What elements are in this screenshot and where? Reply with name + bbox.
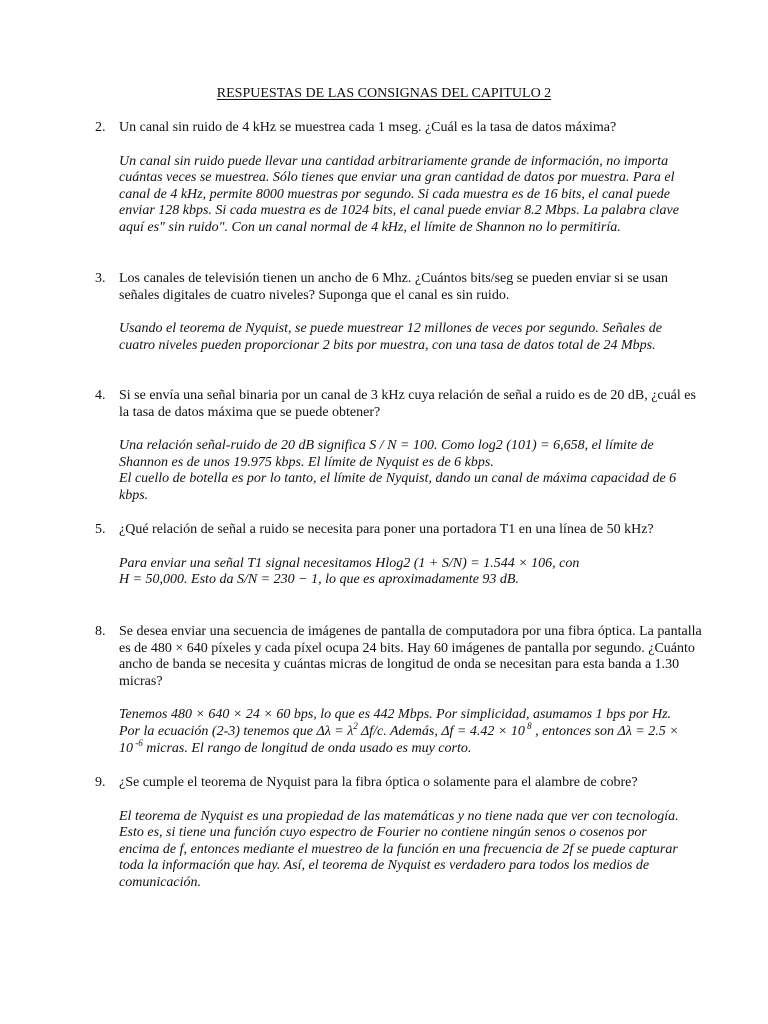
qa-item-5: [95, 522, 705, 589]
answer-line: Una relación señal-ruido de 20 dB significa S / N = 100. Como log2 (101) = 6,658, el límite de Shannon es de unos 19.975 kbps. El límite de Nyquist es de 6 kbps.: [119, 438, 654, 470]
page-title: RESPUESTAS DE LAS CONSIGNAS DEL CAPITULO 2: [216, 86, 552, 101]
question-text: Los canales de televisión tienen un ancho de 6 Mhz. ¿Cuántos bits/seg se pueden enviar si se usan señales digitales de cuatro niveles? Suponga que el canal es sin ruido.: [119, 271, 668, 303]
qa-item-8: [95, 624, 705, 757]
qa-item-3: [95, 271, 705, 354]
question-text: Si se envía una señal binaria por un canal de 3 kHz cuya relación de señal a ruido es de 20 dB, ¿cuál es la tasa de datos máxima que se puede obtener?: [119, 388, 696, 420]
question-number: 8.: [95, 624, 106, 639]
question-text: ¿Qué relación de señal a ruido se necesita para poner una portadora T1 en una línea de 50 kHz?: [119, 522, 654, 537]
answer-5: [95, 556, 705, 589]
answer-text: , entonces son Δλ = 2.5 × 10: [119, 723, 679, 756]
question-number: 9.: [95, 775, 106, 790]
question-4: [95, 388, 705, 421]
answer-4: [95, 438, 705, 504]
answer-2: Un canal sin ruido puede llevar una cantidad arbitrariamente grande de información, no importa cuántas veces se muestrea. Sólo tienes que enviar una gran cantidad de datos por muestra. Para el canal de 4 kHz, permite 8000 muestras por segundo. Si cada muestra es de 16 bits, el canal puede enviar 128 kbps. Si cada muestra es de 1024 bits, el canal puede enviar 8.2 Mbps. La palabra clave aquí es" sin ruido". Con un canal normal de 4 kHz, el límite de Shannon no lo permitiría.: [119, 153, 679, 235]
question-8: [95, 624, 705, 690]
superscript: 8: [524, 720, 532, 731]
answer-text: micras. El rango de longitud de onda usado es muy corto.: [142, 740, 472, 756]
question-5: [95, 522, 705, 539]
answer-9: El teorema de Nyquist es una propiedad de las matemáticas y no tiene nada que ver con tecnología. Esto es, si tiene una función cuyo espectro de Fourier no contiene ningún senos o cosenos por encima de f, entonces mediante el muestreo de la función en una frecuencia de 2f se puede capturar toda la información que hay. Así, el teorema de Nyquist es verdadero para todos los medios de comunicación.: [119, 808, 679, 890]
qa-item-9: [95, 775, 705, 892]
question-number: 2.: [95, 120, 106, 135]
question-number: 5.: [95, 522, 106, 537]
superscript: 2: [353, 720, 358, 731]
question-3: [95, 271, 705, 304]
answer-8: [95, 707, 705, 757]
question-2: [95, 120, 705, 137]
question-text: Se desea enviar una secuencia de imágenes de pantalla de computadora por una fibra óptica. La pantalla es de 480 × 640 píxeles y cada píxel ocupa 24 bits. Hay 60 imágenes de pantalla por segundo. ¿Cuánto ancho de banda se necesita y cuántas micras de longitud de onda se necesitan para esta banda a 1.30 micras?: [119, 624, 702, 689]
answer-text: Tenemos 480 × 640 × 24 × 60 bps, lo que es 442 Mbps. Por simplicidad, asumamos 1 bps por Hz. Por la ecuación (2-3) tenemos que Δλ = λ: [119, 707, 672, 739]
question-text: Un canal sin ruido de 4 kHz se muestrea cada 1 mseg. ¿Cuál es la tasa de datos máxima?: [119, 120, 617, 135]
qa-item-2: [95, 120, 705, 237]
question-number: 3.: [95, 271, 106, 286]
answer-line: El cuello de botella es por lo tanto, el límite de Nyquist, dando un canal de máxima capacidad de 6 kbps.: [119, 471, 677, 503]
qa-item-4: [95, 388, 705, 505]
answer-line: Para enviar una señal T1 signal necesitamos Hlog2 (1 + S/N) = 1.544 × 106, con: [119, 555, 580, 571]
answer-text: Δf/c. Además, Δf = 4.42 × 10: [357, 723, 525, 739]
answer-3: Usando el teorema de Nyquist, se puede muestrear 12 millones de veces por segundo. Señales de cuatro niveles pueden proporcionar 2 bits por muestra, con una tasa de datos total de 24 Mbps.: [119, 321, 662, 353]
answer-line: H = 50,000. Esto da S/N = 230 − 1, lo que es aproximadamente 93 dB.: [119, 572, 519, 588]
question-number: 4.: [95, 388, 106, 403]
question-9: [95, 775, 705, 792]
superscript: -6: [133, 737, 143, 748]
question-text: ¿Se cumple el teorema de Nyquist para la fibra óptica o solamente para el alambre de cobre?: [119, 775, 638, 790]
